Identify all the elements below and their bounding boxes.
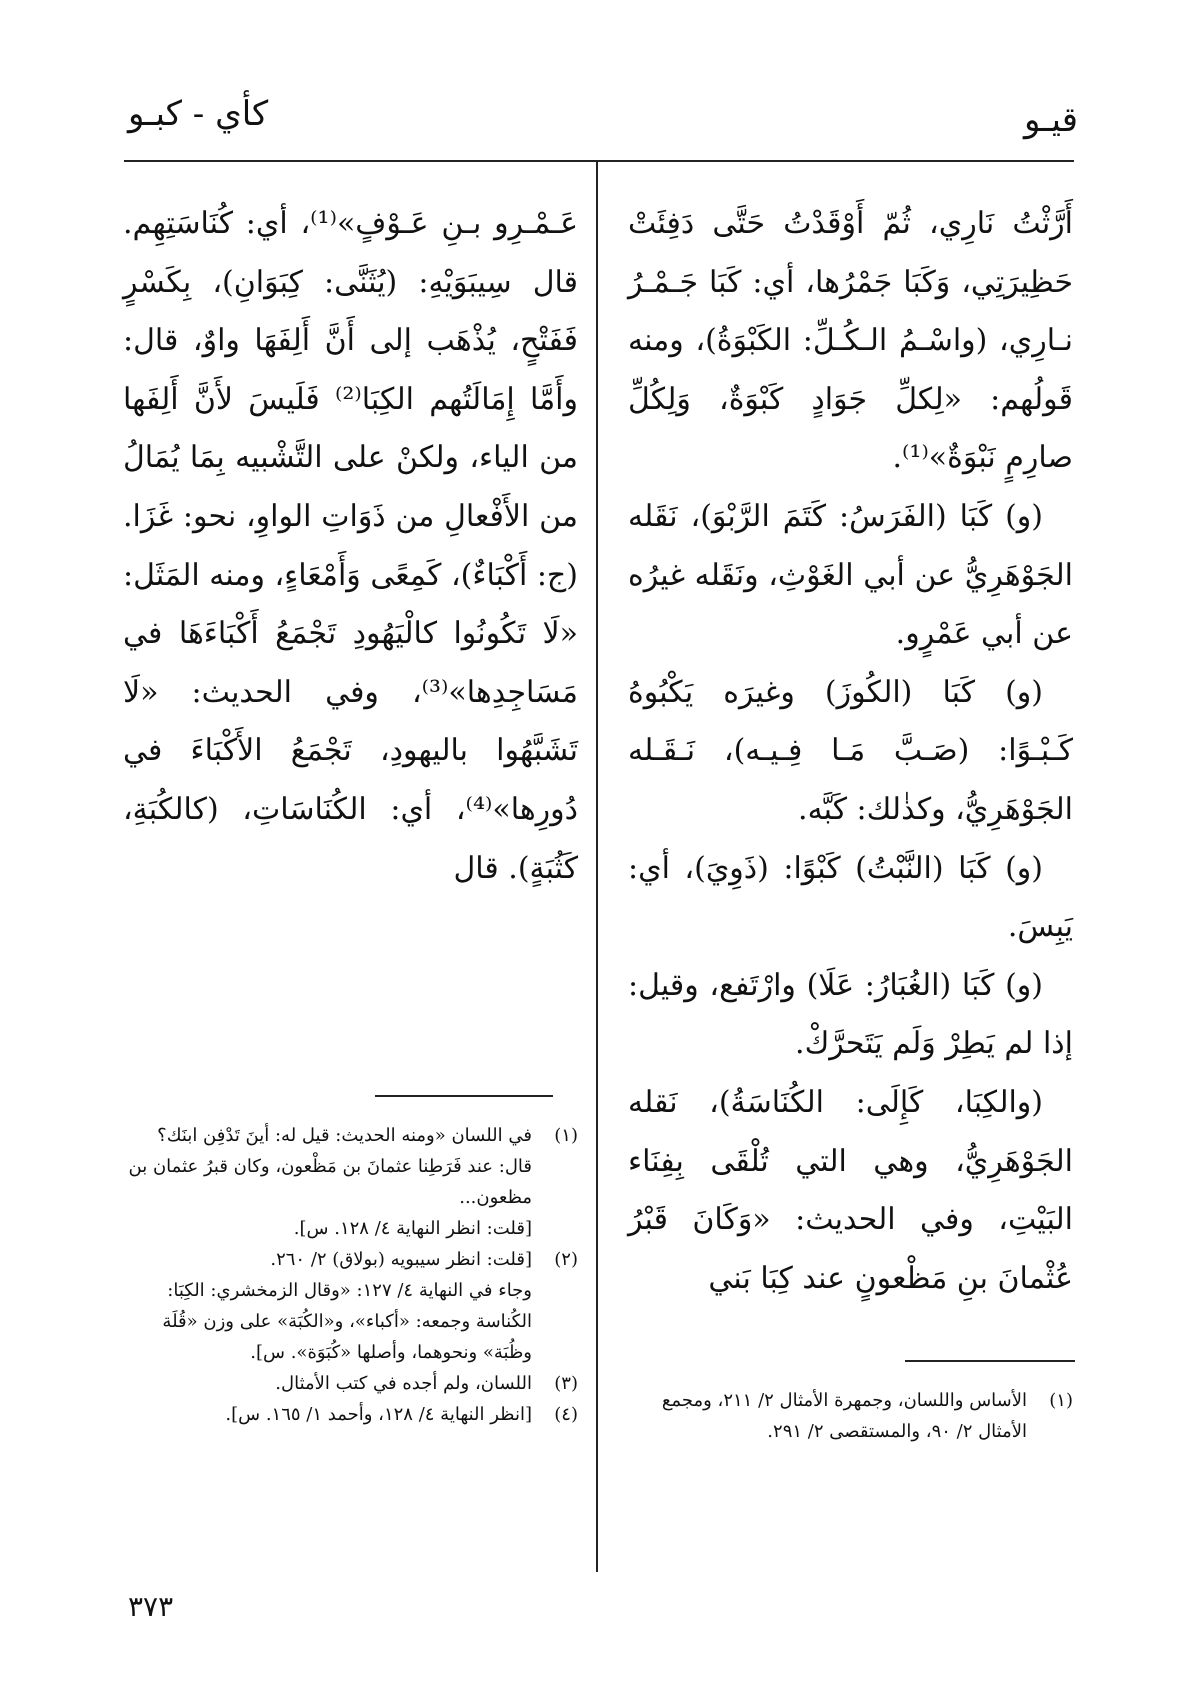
footnote-number: (٢) xyxy=(554,1249,578,1270)
header-rule xyxy=(124,160,1074,162)
footnote xyxy=(123,1120,578,1244)
footnote-number: (٤) xyxy=(554,1404,578,1425)
footnote xyxy=(123,1399,578,1430)
footnote-number: (١) xyxy=(554,1125,578,1146)
footnote xyxy=(628,1385,1073,1447)
footnote-number: (٣) xyxy=(554,1373,578,1394)
paragraph: (و) كَبَا (النَّبْتُ) كَبْوًا: (ذَوِيَ)، أي: يَبِسَ. xyxy=(628,850,1073,945)
footnote-rule-left xyxy=(375,1095,553,1097)
paragraph: أَرَّثْتُ نَارِي، ثُمّ أَوْقَدْتُ حَتَّى دَفِئَتْ حَظِيرَتِي، وَكَبَا جَمْرُها، أي: كَبَا جَـمْـرُ نـارِي، (واسْـمُ الـكُـلِّ: الكَبْوَةُ)، ومنه قَولُهم: «لِكلِّ جَوَادٍ كَبْوَةٌ، وَلِكُلِّ صارِمٍ نَبْوَةٌ»⁽¹⁾. xyxy=(628,206,1073,476)
footnote-rule-right xyxy=(905,1360,1075,1362)
paragraph: (والكِبَا، كَإِلَى: الكُنَاسَةُ)، نَقله الجَوْهَرِيُّ، وهي التي تُلْقَى بِفِنَاء البَيْتِ، وفي الحديث: «وَكَانَ قَبْرُ عُثْمانَ بنِ مَظْعونٍ عند كِبَا بَني xyxy=(628,1084,1073,1296)
footnote xyxy=(123,1244,578,1368)
right-column-text xyxy=(628,195,1073,1308)
paragraph: عَـمْـرِو بـنِ عَـوْفٍ»⁽¹⁾، أي: كُنَاسَتِهِم. قال سِيبَوَيْهِ: (يُثَنَّى: كِبَوَانِ)، بِكَسْرٍ فَفَتْحٍ، يُذْهَب إلى أَنَّ أَلِفَهَا واوٌ، قال: وأَمَّا إِمَالَتُهم الكِبَا⁽²⁾ فَلَيسَ لأَنَّ أَلِفَها من الياء، ولكنْ على التَّشْبيه بِمَا يُمَالُ من الأَفْعالِ من ذَوَاتِ الواوِ، نحو: غَزَا. (ج: أَكْبَاءٌ)، كَمِعًى وَأَمْعَاءٍ، ومنه المَثَل: «لَا تَكُونُوا كالْيَهُودِ تَجْمَعُ أَكْبَاءَهَا في مَسَاجِدِها»⁽³⁾، وفي الحديث: «لَا تَشَبَّهُوا باليهودِ، تَجْمَعُ الأَكْبَاءَ في دُورِها»⁽⁴⁾، أي: الكُنَاسَاتِ، (كالكُبَةِ، كَثُبَةٍ). قال xyxy=(123,206,578,886)
column-divider xyxy=(596,162,598,1572)
page-number: ٣٧٣ xyxy=(128,1590,174,1623)
footnote-text: الأساس واللسان، وجمهرة الأمثال ٢/ ٢١١، ومجمع الأمثال ٢/ ٩٠، والمستقصى ٢/ ٢٩١. xyxy=(661,1390,1027,1442)
left-column-text xyxy=(123,195,578,898)
running-head-right: قيـو xyxy=(1023,100,1078,140)
footnote-text: في اللسان «ومنه الحديث: قيل له: أينَ تَدْفِن ابنَك؟ قال: عند فَرَطِنا عثمانَ بن مَظْعون، وكان قبرُ عثمان بن مظعون... xyxy=(128,1125,532,1208)
footnote-text: اللسان، ولم أجده في كتب الأمثال. xyxy=(275,1373,532,1394)
footnote-number: (١) xyxy=(1049,1390,1073,1411)
paragraph: (و) كَبَا (الكُوزَ) وغيرَه يَكْبُوهُ كَـبْـوًا: (صَـبَّ مَـا فِـيـه)، نَـقَـله الجَوْهَرِيُّ، وكذٰلك: كَبَّه. xyxy=(628,674,1073,827)
paragraph: (و) كَبَا (الغُبَارُ: عَلَا) وارْتَفع، وقيل: إذا لم يَطِرْ وَلَم يَتَحرَّكْ. xyxy=(628,967,1073,1062)
footnote-text: [قلت: انظر النهاية ٤/ ١٢٨. س]. xyxy=(293,1218,532,1239)
paragraph: (و) كَبَا (الفَرَسُ: كَتَمَ الرَّبْوَ)، نَقَله الجَوْهَرِيُّ عن أبي الغَوْثِ، ونَقَله غيرُه عن أبي عَمْرٍو. xyxy=(628,498,1073,652)
footnote xyxy=(123,1368,578,1399)
footnote-text: وجاء في النهاية ٤/ ١٢٧: «وقال الزمخشري: الكِبَا: الكُناسة وجمعه: «أكباء»، و«الكُبَة» على وزن «قُلَة وظُبَة» ونحوهما، وأصلها «كُبَوَة». س]. xyxy=(162,1280,532,1363)
running-head-left: كأي - كبـو xyxy=(128,94,269,134)
footnote-text: [قلت: انظر سيبويه (بولاق) ٢/ ٢٦٠. xyxy=(270,1249,532,1270)
footnote-text: [انظر النهاية ٤/ ١٢٨، وأحمد ١/ ١٦٥. س]. xyxy=(225,1404,532,1425)
footnotes-right xyxy=(628,1385,1073,1447)
footnotes-left xyxy=(123,1120,578,1430)
